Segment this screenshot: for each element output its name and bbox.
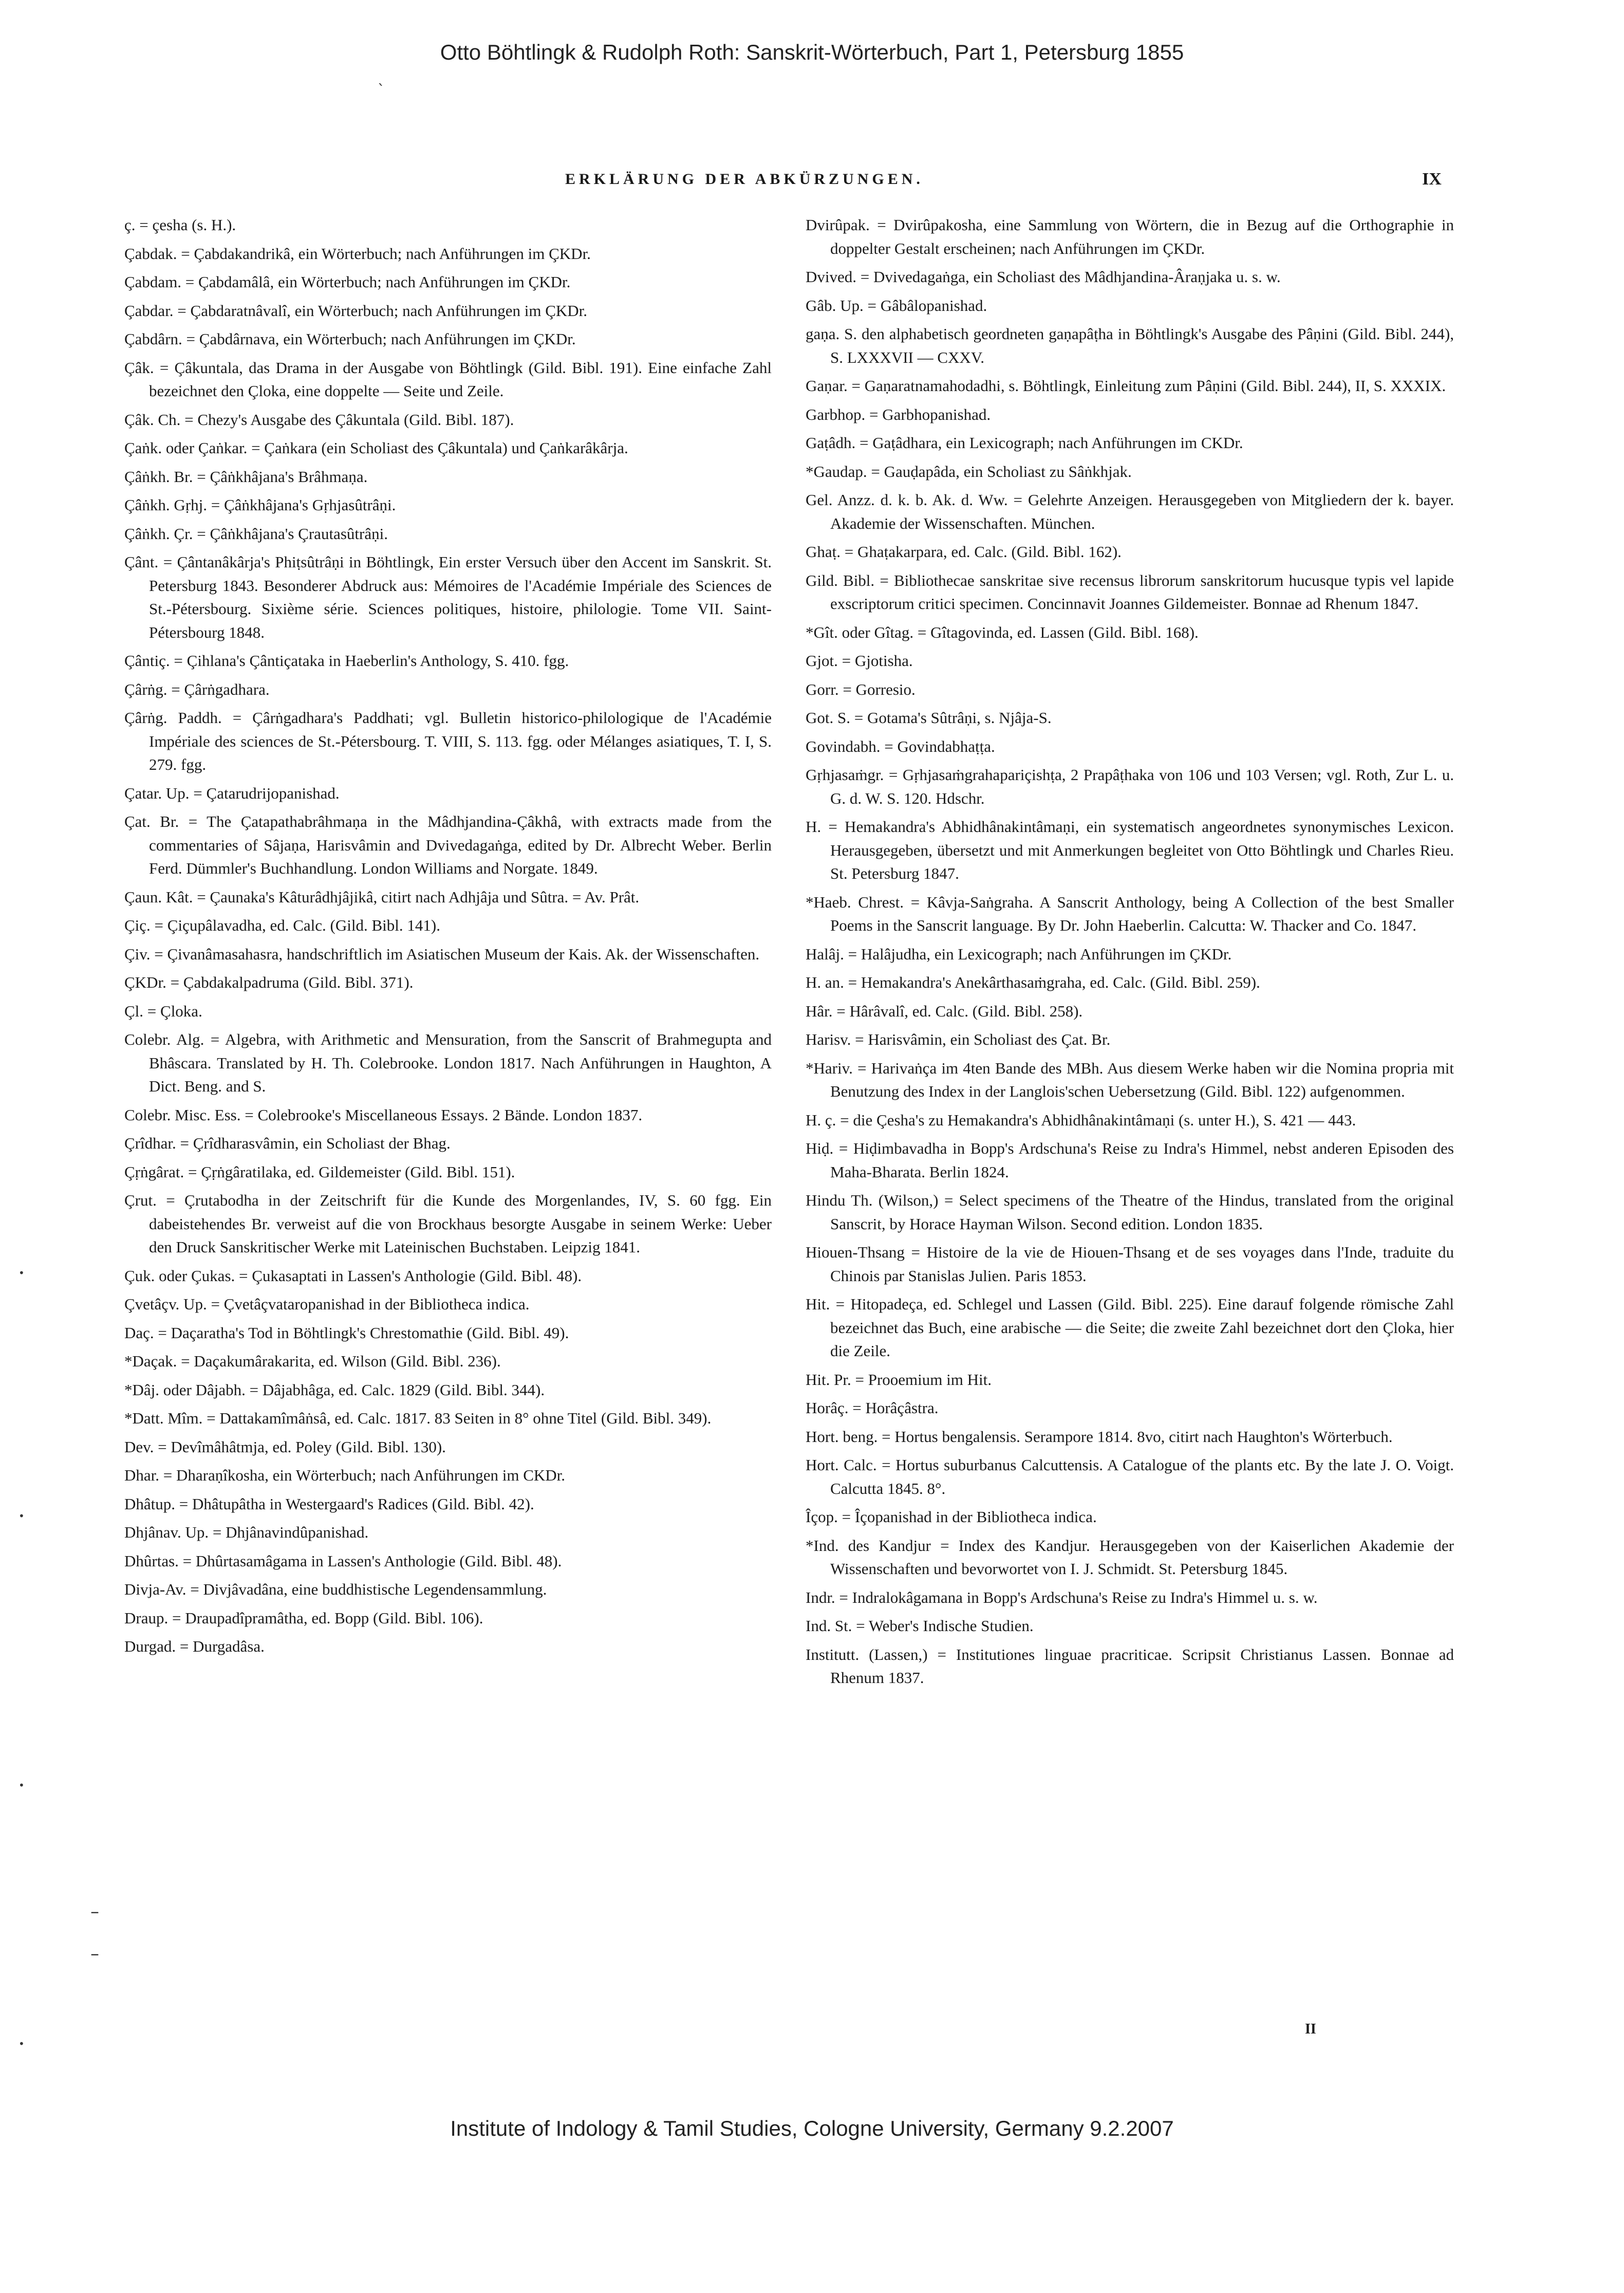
abbreviation-entry: Hâr. = Hârâvalî, ed. Calc. (Gild. Bibl. 258). (806, 1002, 1083, 1020)
abbreviation-entry: Gel. Anzz. d. k. b. Ak. d. Ww. = Gelehrte Anzeigen. Herausgegeben von Mitgliedern der k. bayer. Akademie der Wissenschaften. München. (806, 491, 1454, 532)
abbreviation-entry: Daç. = Daçaratha's Tod in Böhtlingk's Chrestomathie (Gild. Bibl. 49). (124, 1323, 569, 1342)
abbreviation-entry: H. = Hemakandra's Abhidhânakintâmaṇi, ein systematisch angeordnetes synonymisches Lexicon. Herausgegeben, übersetzt und mit Anmerkungen begleitet von Otto Böhtlingk und Charles Rieu. St. Petersburg 1847. (806, 818, 1454, 882)
abbreviation-entry: Çabdârn. = Çabdârnava, ein Wörterbuch; nach Anführungen im ÇKDr. (124, 330, 576, 348)
abbreviation-entry: Horâç. = Horâçâstra. (806, 1399, 939, 1417)
page-number: IX (1422, 170, 1442, 189)
abbreviation-entry: Ghaṭ. = Ghaṭakarpara, ed. Calc. (Gild. Bibl. 162). (806, 543, 1122, 561)
abbreviation-entry: Çrîdhar. = Çrîdharasvâmin, ein Scholiast der Bhag. (124, 1134, 451, 1152)
margin-dash-mark: – (90, 1944, 99, 1964)
right-column (806, 213, 1454, 1695)
abbreviation-entry: Gjot. = Gjotisha. (806, 652, 913, 670)
abbreviation-entry: H. an. = Hemakandra's Anekârthasaṁgraha, ed. Calc. (Gild. Bibl. 259). (806, 973, 1260, 991)
abbreviation-entry: Gṛhjasaṁgr. = Gṛhjasaṁgrahapariçishṭa, 2 Prapâṭhaka von 106 und 103 Versen; vgl. Roth, Zur L. u. G. d. W. S. 120. Hdschr. (806, 766, 1454, 807)
abbreviation-entry: Çrut. = Çrutabodha in der Zeitschrift für die Kunde des Morgenlandes, IV, S. 60 fgg. Ein dabeistehendes Br. verweist auf die von Brockhaus besorgte Ausgabe in seinem Werke: Ueber den Druck Sanskritischer Werke mit Lateinischen Buchstaben. Leipzig 1841. (124, 1191, 772, 1256)
abbreviation-entry: Dvived. = Dvivedagaṅga, ein Scholiast des Mâdhjandina-Âraṇjaka u. s. w. (806, 268, 1281, 286)
abbreviation-entry: Got. S. = Gotama's Sûtrâṇi, s. Njâja-S. (806, 709, 1052, 727)
abbreviation-entry: Çâṅkh. Gṛhj. = Çâṅkhâjana's Gṛhjasûtrâṇi. (124, 496, 396, 514)
abbreviation-entry: *Gît. oder Gîtag. = Gîtagovinda, ed. Lassen (Gild. Bibl. 168). (806, 623, 1199, 641)
abbreviation-entry: *Datt. Mîm. = Dattakamîmâṅsâ, ed. Calc. 1817. 83 Seiten in 8° ohne Titel (Gild. Bibl. 349). (124, 1409, 712, 1427)
abbreviation-entry: Çat. Br. = The Çatapathabrâhmaṇa in the Mâdhjandina-Çâkhâ, with extracts made from the commentaries of Sâjaṇa, Harisvâmin and Dvivedagaṅga, edited by Dr. Albrecht Weber. Berlin Ferd. Dümmler's Buchhandlung. London Williams and Norgate. 1849. (124, 812, 772, 877)
abbreviation-entry: Çvetâçv. Up. = Çvetâçvataropanishad in der Bibliotheca indica. (124, 1295, 530, 1313)
margin-dot-mark: • (18, 1510, 25, 1522)
abbreviation-entry: Divja-Av. = Divjâvadâna, eine buddhistische Legendensammlung. (124, 1580, 547, 1598)
abbreviation-entry: *Hariv. = Harivaṅça im 4ten Bande des MBh. Aus diesem Werke haben wir die Nomina propria mit Benutzung des Index in der Langlois'schen Uebersetzung (Gild. Bibl. 122) aufgenommen. (806, 1059, 1454, 1100)
abbreviation-entry: Çl. = Çloka. (124, 1002, 202, 1020)
abbreviation-entry: Gild. Bibl. = Bibliothecae sanskritae sive recensus librorum sanskritorum hucusque typis vel lapide exscriptorum critici specimen. Concinnavit Joannes Gildemeister. Bonnae ad Rhenum 1847. (806, 571, 1454, 613)
abbreviation-entry: Çâṅkh. Br. = Çâṅkhâjana's Brâhmaṇa. (124, 467, 368, 486)
margin-dot-mark: • (18, 2038, 25, 2050)
abbreviation-entry: Gâb. Up. = Gâbâlopanishad. (806, 296, 987, 315)
abbreviation-entry: Çabdar. = Çabdaratnâvalî, ein Wörterbuch; nach Anführungen im ÇKDr. (124, 301, 588, 320)
scan-speck: ˋ (378, 81, 385, 98)
abbreviation-entry: Dhar. = Dharaṇîkosha, ein Wörterbuch; nach Anführungen im CKDr. (124, 1466, 566, 1484)
abbreviation-entry: *Ind. des Kandjur = Index des Kandjur. Herausgegeben von der Kaiserlichen Akademie der Wissenschaften und bevorwortet von I. J. Schmidt. St. Petersburg 1845. (806, 1536, 1454, 1578)
abbreviation-entry: Ind. St. = Weber's Indische Studien. (806, 1617, 1034, 1635)
abbreviation-entry: *Dâj. oder Dâjabh. = Dâjabhâga, ed. Calc. 1829 (Gild. Bibl. 344). (124, 1380, 545, 1399)
abbreviation-entry: Hort. beng. = Hortus bengalensis. Serampore 1814. 8vo, citirt nach Haughton's Wörterbuch. (806, 1427, 1393, 1446)
abbreviation-entry: Dvirûpak. = Dvirûpakosha, eine Sammlung von Wörtern, die in Bezug auf die Orthographie in doppelter Gestalt erscheinen; nach Anführungen im ÇKDr. (806, 216, 1454, 257)
abbreviation-entry: Çântiç. = Çihlana's Çântiçataka in Haeberlin's Anthology, S. 410. fgg. (124, 652, 569, 670)
abbreviation-entry: Hit. = Hitopadeça, ed. Schlegel und Lassen (Gild. Bibl. 225). Eine darauf folgende römische Zahl bezeichnet das Buch, eine arabische — die Seite; die zweite Zahl bezeichnet dort den Çloka, hier die Zeile. (806, 1295, 1454, 1360)
abbreviation-entry: Dev. = Devîmâhâtmja, ed. Poley (Gild. Bibl. 130). (124, 1437, 446, 1456)
abbreviation-entry: Çaṅk. oder Çaṅkar. = Çaṅkara (ein Scholiast des Çâkuntala) und Çaṅkarâkârja. (124, 439, 628, 457)
abbreviation-entry: Çṛṅgârat. = Çṛṅgâratilaka, ed. Gildemeister (Gild. Bibl. 151). (124, 1162, 515, 1181)
abbreviation-entry: Hiḍ. = Hiḍimbavadha in Bopp's Ardschuna's Reise zu Indra's Himmel, nebst anderen Episoden des Maha-Bharata. Berlin 1824. (806, 1139, 1454, 1181)
running-head: ERKLÄRUNG DER ABKÜRZUNGEN. (565, 171, 924, 188)
margin-dash-mark: – (90, 1901, 99, 1922)
abbreviation-entry: Îçop. = Îçopanishad in der Bibliotheca indica. (806, 1508, 1097, 1526)
abbreviation-entry: Çaun. Kât. = Çaunaka's Kâturâdhjâjikâ, citirt nach Adhjâja und Sûtra. = Av. Prât. (124, 887, 640, 906)
institute-caption: Institute of Indology & Tamil Studies, Cologne University, Germany 9.2.2007 (450, 2116, 1174, 2140)
abbreviation-entry: Hit. Pr. = Prooemium im Hit. (806, 1370, 992, 1389)
abbreviation-entry: Çuk. oder Çukas. = Çukasaptati in Lassen's Anthologie (Gild. Bibl. 48). (124, 1266, 582, 1285)
abbreviation-entry: Dhûrtas. = Dhûrtasamâgama in Lassen's Anthologie (Gild. Bibl. 48). (124, 1551, 562, 1570)
abbreviation-entry: Institutt. (Lassen,) = Institutiones linguae pracriticae. Scripsit Christianus Lassen. Bonnae ad Rhenum 1837. (806, 1645, 1454, 1687)
margin-dot-mark: • (18, 1267, 25, 1279)
abbreviation-entry: Gaṇar. = Gaṇaratnamahodadhi, s. Böhtlingk, Einleitung zum Pâṇini (Gild. Bibl. 244), II, S. XXXIX. (806, 377, 1446, 395)
abbreviation-entry: Hindu Th. (Wilson,) = Select specimens of the Theatre of the Hindus, translated from the original Sanscrit, by Horace Hayman Wilson. Second edition. London 1835. (806, 1191, 1454, 1233)
sheet-signature: II (1305, 2021, 1316, 2037)
abbreviation-entry: gaṇa. S. den alphabetisch geordneten gaṇapâṭha in Böhtlingk's Ausgabe des Pâṇini (Gild. Bibl. 244), S. LXXXVII — CXXV. (806, 325, 1454, 366)
source-caption: Otto Böhtlingk & Rudolph Roth: Sanskrit-Wörterbuch, Part 1, Petersburg 1855 (440, 40, 1184, 64)
abbreviation-entry: Çabdak. = Çabdakandrikâ, ein Wörterbuch; nach Anführungen im ÇKDr. (124, 244, 591, 263)
margin-dot-mark: • (18, 1779, 25, 1791)
abbreviation-entry: H. ç. = die Çesha's zu Hemakandra's Abhidhânakintâmaṇi (s. unter H.), S. 421 — 443. (806, 1111, 1356, 1129)
abbreviation-entry: Çârṅg. = Çârṅgadhara. (124, 680, 270, 698)
abbreviation-entry: Çâk. = Çâkuntala, das Drama in der Ausgabe von Böhtlingk (Gild. Bibl. 191). Eine einfache Zahl bezeichnet den Çloka, eine doppelte — Seite und Zeile. (124, 358, 772, 400)
abbreviation-entry: *Daçak. = Daçakumârakarita, ed. Wilson (Gild. Bibl. 236). (124, 1352, 501, 1370)
abbreviation-entry: Durgad. = Durgadâsa. (124, 1637, 265, 1655)
abbreviation-entry: Gaṭâdh. = Gaṭâdhara, ein Lexicograph; nach Anführungen im CKDr. (806, 434, 1243, 452)
abbreviation-entry: ç. = çesha (s. H.). (124, 216, 236, 234)
abbreviation-entry: Halâj. = Halâjudha, ein Lexicograph; nach Anführungen im ÇKDr. (806, 945, 1232, 963)
abbreviation-entry: Çiv. = Çivanâmasahasra, handschriftlich im Asiatischen Museum der Kais. Ak. der Wissenschaften. (124, 945, 760, 963)
abbreviation-entry: Çâk. Ch. = Chezy's Ausgabe des Çâkuntala (Gild. Bibl. 187). (124, 410, 514, 429)
abbreviation-entry: Çârṅg. Paddh. = Çârṅgadhara's Paddhati; vgl. Bulletin historico-philologique de l'Académie Impériale des sciences de St.-Pétersbourg. T. VIII, S. 113. fgg. oder Mélanges asiatiques, T. I, S. 279. fgg. (124, 709, 772, 773)
abbreviation-entry: Govindabh. = Govindabhaṭṭa. (806, 737, 995, 755)
abbreviation-entry: Colebr. Alg. = Algebra, with Arithmetic and Mensuration, from the Sanscrit of Brahmegupta and Bhâscara. Translated by H. Th. Colebrooke. London 1817. Nach Anführungen in Haughton, A Dict. Beng. and S. (124, 1030, 772, 1095)
abbreviation-entry: Indr. = Indralokâgamana in Bopp's Ardschuna's Reise zu Indra's Himmel u. s. w. (806, 1588, 1318, 1606)
abbreviation-entry: Çatar. Up. = Çatarudrijopanishad. (124, 784, 340, 802)
abbreviation-entry: Harisv. = Harisvâmin, ein Scholiast des Çat. Br. (806, 1030, 1111, 1048)
abbreviation-entry: *Haeb. Chrest. = Kâvja-Saṅgraha. A Sanscrit Anthology, being A Collection of the best Smaller Poems in the Sanscrit language. By Dr. John Haeberlin. Calcutta: W. Thacker and Co. 1847. (806, 893, 1454, 934)
abbreviation-entry: Gorr. = Gorresio. (806, 680, 916, 698)
abbreviation-entry: Dhâtup. = Dhâtupâtha in Westergaard's Radices (Gild. Bibl. 42). (124, 1494, 534, 1513)
abbreviation-entry: Çânt. = Çântanâkârja's Phiṭsûtrâṇi in Böhtlingk, Ein erster Versuch über den Accent im Sanskrit. St. Petersburg 1843. Besonderer Abdruck aus: Mémoires de l'Académie Impériale des Sciences de St.-Pétersbourg. Sixième série. Sciences politiques, histoire, philologie. Tome VII. Saint-Pétersbourg 1848. (124, 553, 772, 641)
abbreviation-entry: ÇKDr. = Çabdakalpadruma (Gild. Bibl. 371). (124, 973, 414, 991)
left-column (124, 213, 772, 1663)
abbreviation-entry: Çâṅkh. Çr. = Çâṅkhâjana's Çrautasûtrâṇi. (124, 524, 388, 543)
abbreviation-entry: Draup. = Draupadîpramâtha, ed. Bopp (Gild. Bibl. 106). (124, 1608, 483, 1627)
abbreviation-entry: Hiouen-Thsang = Histoire de la vie de Hiouen-Thsang et de ses voyages dans l'Inde, traduite du Chinois par Stanislas Julien. Paris 1853. (806, 1243, 1454, 1285)
abbreviation-entry: Colebr. Misc. Ess. = Colebrooke's Miscellaneous Essays. 2 Bände. London 1837. (124, 1105, 643, 1124)
abbreviation-entry: Hort. Calc. = Hortus suburbanus Calcuttensis. A Catalogue of the plants etc. By the late J. O. Voigt. Calcutta 1845. 8°. (806, 1456, 1454, 1497)
abbreviation-entry: *Gaudap. = Gauḍapâda, ein Scholiast zu Sâṅkhjak. (806, 462, 1132, 480)
abbreviation-entry: Çiç. = Çiçupâlavadha, ed. Calc. (Gild. Bibl. 141). (124, 916, 440, 934)
abbreviation-entry: Çabdam. = Çabdamâlâ, ein Wörterbuch; nach Anführungen im ÇKDr. (124, 273, 571, 291)
abbreviation-entry: Dhjânav. Up. = Dhjânavindûpanishad. (124, 1523, 369, 1541)
abbreviation-entry: Garbhop. = Garbhopanishad. (806, 405, 991, 423)
